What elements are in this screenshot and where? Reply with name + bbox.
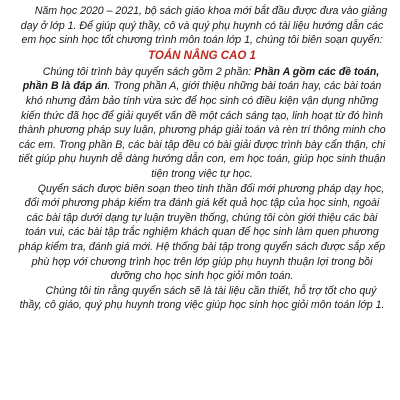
method-paragraph: Quyển sách được biên soạn theo tinh thần đổi mới phương pháp dạy học, đổi mới phương pháp kiểm tra đánh giá kết quả học tập của học sinh, ngoài các bài tập dưới dạng tự luận truyền thống, chúng tôi còn giới thiệu các bài toán vui, các bài tập trắc nghiệm khách quan để học sinh làm quen phương pháp kiểm tra, đánh giá mới. Hệ thống bài tập trong quyển sách được sắp xếp phù hợp với chương trình học trên lớp giúp phụ huynh thuận lợi trong bồi dưỡng cho học sinh học giỏi môn toán. (18, 182, 386, 283)
intro-paragraph: Năm học 2020 – 2021, bộ sách giáo khoa mới bắt đầu được đưa vào giảng dạy ở lớp 1. Để giúp quý thầy, cô và quý phụ huynh có tài liệu hướng dẫn các em học sinh học tốt chương trình môn toán lớp 1, chúng tôi biên soạn quyển: (20, 5, 388, 47)
structure-bold-text: Phần A gồm các đề toán, phần B là đáp án (22, 65, 380, 93)
structure-paragraph (16, 65, 388, 182)
book-title: TOÁN NÂNG CAO 1 (148, 49, 256, 62)
closing-paragraph: Chúng tôi tin rằng quyển sách sẽ là tài liệu cần thiết, hỗ trợ tốt cho quý thầy, cô giáo, quý phụ huynh trong việc giúp học sinh học giỏi môn toán lớp 1. (19, 284, 385, 312)
structure-rest: . Trong phần A, giới thiệu những bài toán hay, các bài toán khó nhưng đảm bảo tính vừa sức để học sinh có điều kiện vận dụng những kiến thức đã học để giải quyết vấn đề một cách sáng tạo, linh hoạt từ đó hình thành phương pháp suy luận, phương pháp giải toán và rèn trí thông minh cho các em. Trong phần B, các bài tập đều có bài giải được trình bày cẩn thận, chi tiết giúp phụ huynh dễ dàng hướng dẫn con, em học toán, giúp học sinh thuận tiện trong việc tự học. (18, 80, 386, 180)
structure-lead: Chúng tôi trình bày quyển sách gồm 2 phần: (42, 65, 255, 78)
